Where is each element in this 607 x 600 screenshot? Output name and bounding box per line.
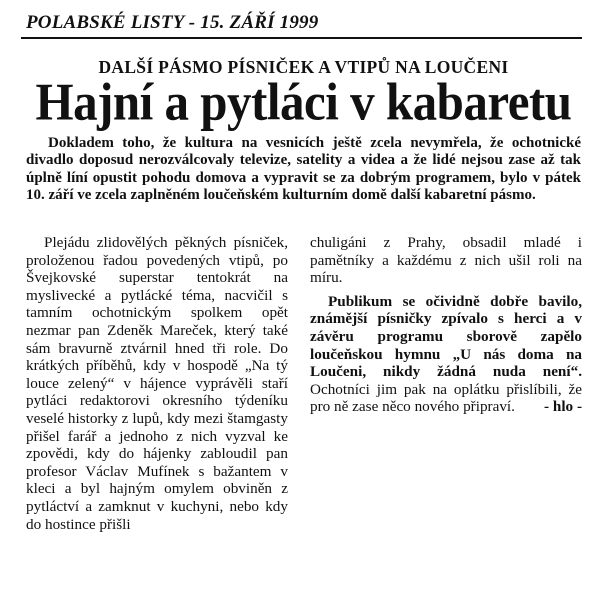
author-signature: - hlo - [544,398,582,416]
lead-paragraph: Dokladem toho, že kultura na vesnicích ještě zcela nevymřela, že ochotnické divadlo doposud nerozválcovaly televize, satelity a videa a že lidé nejsou zase až tak úplně líní opustit pohodu domova a vypravit se za dobrým programem, bylo v pátek 10. září ve zcela zaplněném loučeňském kulturním domě další kabaretní pásmo. [26,135,581,204]
article-column-left [26,234,288,533]
body-paragraph: Plejádu zlidovělých pěkných písniček, proloženou řadou povedených vtipů, po Švejkovské superstar tentokrát na myslivecké a pytlácké téma, nacvičil s tamním ochotnickým spolkem opět nezmar pan Zdeněk Mareček, který také sám bravurně ztvárnil hned tři role. Do krátkých příběhů, kdy v hospodě „Na tý louce zelený“ v hájence vyprávěli staří pytláci redaktorovi okresního týdeníku veselé historky z lupů, kdy mezi štamgasty přišel farář a jednoho z nich vyzval ke zpovědi, kdy do hájenky zabloudil pan profesor Václav Mufínek s bažantem v kleci a byl hajným omylem obviněn z pytláctví a zamknut v kuchyni, nebo kdy do hostince přišli [26,234,288,533]
article-headline: Hajní a pytláci v kabaretu [35,72,572,132]
body-paragraph-closing [310,293,582,416]
closing-bold-text: Publikum se očividně dobře bavilo, známější písničky zpívalo s herci a v závěru programu sborově zapělo loučeňskou hymnu „U nás doma na Loučeni, nikdy žádná nuda není“. [310,292,582,381]
body-paragraph-continuation: chuligáni z Prahy, obsadil mladé i pamětníky a každému z nich ušil roli na míru. [310,234,582,287]
article-column-right [310,234,582,416]
article-lead [26,135,581,205]
article-kicker: DALŠÍ PÁSMO PÍSNIČEK A VTIPŮ NA LOUČENI [98,57,509,77]
closing-regular-text: Ochotníci jim pak na oplátku přislíbili, že pro ně zase něco nového připraví. [310,380,582,416]
masthead-rule [21,37,582,39]
newspaper-masthead: POLABSKÉ LISTY - 15. ZÁŘÍ 1999 [26,12,319,33]
